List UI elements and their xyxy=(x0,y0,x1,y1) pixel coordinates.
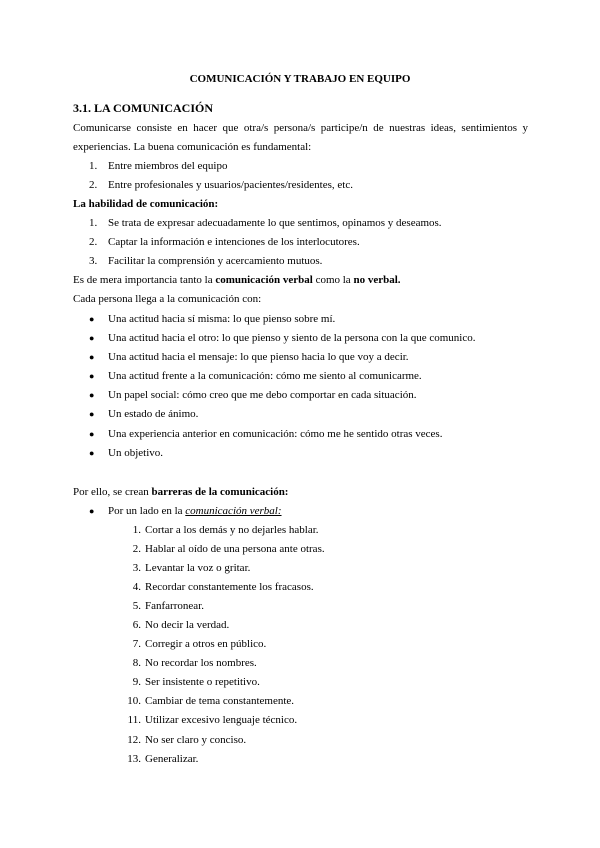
list3-number: 13. xyxy=(127,753,141,765)
list3-number: 4. xyxy=(132,581,141,593)
list3-number: 9. xyxy=(132,676,141,688)
list3-item: No recordar los nombres. xyxy=(145,657,257,669)
bullet-item: Una actitud hacia el mensaje: lo que pienso hacia lo que voy a decir. xyxy=(108,351,409,363)
list3-number: 5. xyxy=(132,600,141,612)
bullet-icon: ● xyxy=(89,314,95,324)
intro-line-1: Comunicarse consiste en hacer que otra/s persona/s participe/n de nuestras ideas, sentimientos y xyxy=(73,122,528,134)
list2-number: 3. xyxy=(89,255,98,267)
importance-no-verbal: no verbal. xyxy=(353,274,401,286)
list3-number: 6. xyxy=(132,619,141,631)
bullet-item: Una experiencia anterior en comunicación: cómo me he sentido otras veces. xyxy=(108,428,443,440)
list2-item: Facilitar la comprensión y acercamiento mutuos. xyxy=(108,255,323,267)
bullet-icon: ● xyxy=(89,371,95,381)
list3-number: 12. xyxy=(127,734,141,746)
list1-item: Entre miembros del equipo xyxy=(108,160,228,172)
verbal-bullet xyxy=(108,504,282,518)
list1-number: 2. xyxy=(89,179,98,191)
list1-item: Entre profesionales y usuarios/pacientes/residentes, etc. xyxy=(108,179,353,191)
bullet-icon: ● xyxy=(89,429,95,439)
list3-item: Levantar la voz o gritar. xyxy=(145,562,251,574)
bullet-icon: ● xyxy=(89,333,95,343)
bullet-item: Una actitud hacia el otro: lo que pienso y siento de la persona con la que comunico. xyxy=(108,332,476,344)
list3-item: Fanfarronear. xyxy=(145,600,204,612)
section-heading: 3.1. LA COMUNICACIÓN xyxy=(73,101,214,115)
intro-line-2: experiencias. La buena comunicación es fundamental: xyxy=(73,141,312,153)
verbal-underlined: comunicación verbal: xyxy=(185,505,282,517)
bullet-item: Un estado de ánimo. xyxy=(108,408,199,420)
list3-item: Cortar a los demás y no dejarles hablar. xyxy=(145,524,319,536)
list3-item: No ser claro y conciso. xyxy=(145,734,247,746)
list3-number: 7. xyxy=(132,638,141,650)
barreras-pre: Por ello, se crean xyxy=(73,486,152,498)
barreras-bold: barreras de la comunicación: xyxy=(151,486,289,498)
list3-item: Corregir a otros en público. xyxy=(145,638,267,650)
document-title: COMUNICACIÓN Y TRABAJO EN EQUIPO xyxy=(189,73,411,85)
bullet-item: Un papel social: cómo creo que me debo comportar en cada situación. xyxy=(108,389,417,401)
bullet-icon: ● xyxy=(89,409,95,419)
list3-item: Cambiar de tema constantemente. xyxy=(145,695,295,707)
bullet-item: Una actitud hacia sí misma: lo que pienso sobre mí. xyxy=(108,313,336,325)
list3-number: 1. xyxy=(132,524,141,536)
barreras-line xyxy=(73,485,288,499)
list3-item: Recordar constantemente los fracasos. xyxy=(145,581,314,593)
list2-number: 2. xyxy=(89,236,98,248)
list3-item: No decir la verdad. xyxy=(145,619,230,631)
list3-number: 10. xyxy=(127,695,141,707)
list2-item: Captar la información e intenciones de los interlocutores. xyxy=(108,236,360,248)
list3-item: Ser insistente o repetitivo. xyxy=(145,676,260,688)
cada-persona-line: Cada persona llega a la comunicación con: xyxy=(73,293,262,305)
list3-number: 3. xyxy=(132,562,141,574)
habilidad-heading: La habilidad de comunicación: xyxy=(73,198,219,210)
verbal-pre: Por un lado en la xyxy=(108,505,186,517)
list3-number: 2. xyxy=(132,543,141,555)
bullet-icon: ● xyxy=(89,352,95,362)
list3-item: Hablar al oído de una persona ante otras. xyxy=(145,543,325,555)
importance-mid: como la xyxy=(312,274,354,286)
bullet-icon: ● xyxy=(89,506,95,516)
bullet-item: Un objetivo. xyxy=(108,447,163,459)
bullet-icon: ● xyxy=(89,390,95,400)
importance-pre: Es de mera importancia tanto la xyxy=(73,274,216,286)
list2-item: Se trata de expresar adecuadamente lo que sentimos, opinamos y deseamos. xyxy=(108,217,442,229)
importance-line xyxy=(73,273,401,287)
list1-number: 1. xyxy=(89,160,98,172)
list2-number: 1. xyxy=(89,217,98,229)
bullet-icon: ● xyxy=(89,448,95,458)
bullet-item: Una actitud frente a la comunicación: cómo me siento al comunicarme. xyxy=(108,370,422,382)
list3-item: Generalizar. xyxy=(145,753,199,765)
list3-number: 11. xyxy=(127,714,141,726)
list3-item: Utilizar excesivo lenguaje técnico. xyxy=(145,714,298,726)
importance-verbal: comunicación verbal xyxy=(215,274,313,286)
list3-number: 8. xyxy=(132,657,141,669)
